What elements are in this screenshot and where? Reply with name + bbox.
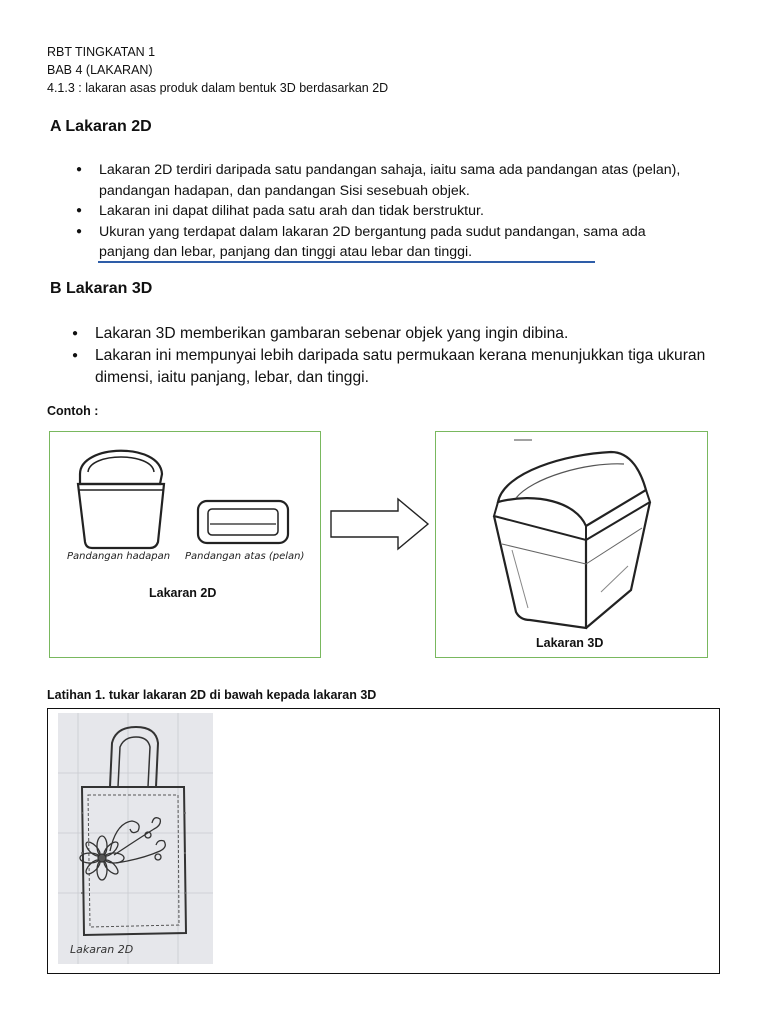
- section-a-bullet: ● Lakaran ini dapat dilihat pada satu arah dan tidak berstruktur.: [76, 201, 696, 222]
- section-a-title: A Lakaran 2D: [50, 118, 152, 135]
- top-view-label: Pandangan atas (pelan): [185, 551, 305, 562]
- section-b-bullets: [72, 323, 722, 389]
- left-caption: Lakaran 2D: [149, 586, 217, 600]
- exercise-title: Latihan 1. tukar lakaran 2D di bawah kepada lakaran 3D: [47, 688, 377, 702]
- bag-sketch-photo: [58, 713, 213, 964]
- bin-3d-sketch: [436, 432, 706, 656]
- section-b-title: B Lakaran 3D: [50, 280, 153, 297]
- header-topic: 4.1.3 : lakaran asas produk dalam bentuk 3D berdasarkan 2D: [47, 81, 389, 95]
- header-subject: RBT TINGKATAN 1: [47, 45, 156, 59]
- section-a-bullet: ● Lakaran 2D terdiri daripada satu pandangan sahaja, iaitu sama ada pandangan atas (pelan), pandangan hadapan, dan pandangan Sisi sesebuah objek.: [76, 160, 696, 201]
- header-chapter: BAB 4 (LAKARAN): [47, 63, 153, 77]
- tote-bag-sketch: [58, 713, 213, 964]
- section-a-bullet: ● Ukuran yang terdapat dalam lakaran 2D bergantung pada sudut pandangan, sama ada panjang dan lebar, panjang dan tinggi atau lebar dan tinggi.: [76, 222, 696, 263]
- underline-mark: [98, 261, 595, 263]
- front-view-label: Pandangan hadapan: [67, 551, 171, 562]
- example-label: Contoh :: [47, 404, 99, 418]
- example-2d-box: [49, 431, 321, 658]
- arrow-right-icon: [328, 495, 434, 555]
- section-b-bullet: ● Lakaran ini mempunyai lebih daripada satu permukaan kerana menunjukkan tiga ukuran dimensi, iaitu panjang, lebar, dan tinggi.: [72, 345, 722, 389]
- section-a-bullets: [76, 160, 696, 263]
- example-3d-box: [435, 431, 708, 658]
- section-b-bullet: ● Lakaran 3D memberikan gambaran sebenar objek yang ingin dibina.: [72, 323, 722, 345]
- photo-label: Lakaran 2D: [70, 943, 134, 956]
- right-caption: Lakaran 3D: [536, 636, 604, 650]
- bin-2d-sketch: [50, 432, 319, 656]
- exercise-answer-box: [47, 708, 720, 974]
